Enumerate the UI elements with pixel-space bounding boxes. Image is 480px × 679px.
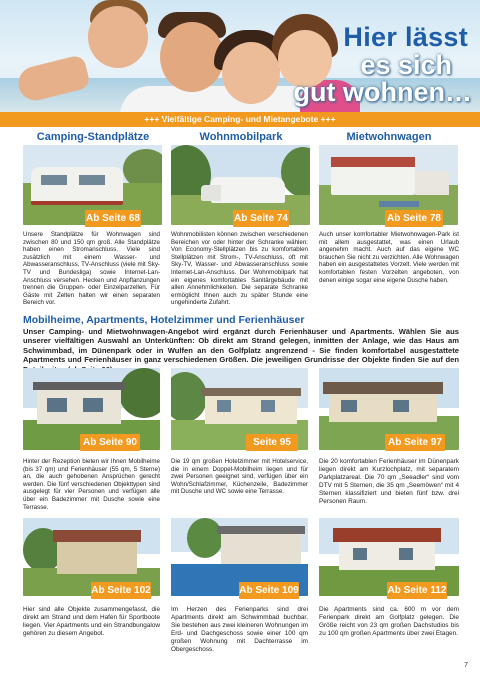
badge-ferienhaeuser[interactable]: Ab Seite 97 (385, 434, 445, 451)
text-mietwohnwagen: Auch unser komfortabler Mietwohnwagen-Park ist mit allem ausgestattet, was einen Urlaub angenehm macht. Auch auf das eigene WC brauchen Sie nicht zu verzichten. Alle Wohnwagen haben ein ausgestattetes Vorzelt. Viele werden mit komfortablen festen Vorzelten angeboten, von denen einige sogar eine eigene Dusche haben. (319, 231, 459, 284)
badge-camping[interactable]: Ab Seite 68 (85, 210, 141, 227)
badge-golfplatz-apartments[interactable]: Ab Seite 112 (387, 582, 447, 599)
text-camping: Unsere Standplätze für Wohnwagen sind zwischen 80 und 150 qm groß. Alle Standplätze haben einen Stromanschluss. Viele sind zusätzlich mit einem Wasser- und Abwasseranschluss, TV-Anschluss (viele mit Sky-TV und Bundesliga) sowie Internet-Lan-Anschluss versehen. Hecken und Anpflanzungen trennen die Gruppen- oder Einzelparzellen. Für Gäste mit Zelten halten wir einen separaten Bereich vor. (23, 231, 160, 307)
text-strand-apartments: Hier sind alle Objekte zusammengefasst, die direkt am Strand und dem Hafen für Sportboote liegen. Vier Apartments und ein Strandbungalow gehören zu diesem Angebot. (23, 606, 160, 637)
hero-person-woman (222, 42, 280, 104)
text-hotelzimmer: Die 19 qm großen Hotelzimmer mit Hotelservice, die in einem Doppel-Mobilheim liegen und für zwei Personen geeignet sind, verfügen über ein Wohn/Schlafzimmer, Küchenzeile, Badezimmer mit Dusche und WC sowie eine Terrasse. (171, 458, 308, 496)
hero-banner (0, 0, 480, 112)
badge-strand-apartments[interactable]: Ab Seite 102 (91, 582, 151, 599)
section-title: Mobilheime, Apartments, Hotelzimmer und Ferienhäuser (23, 314, 305, 326)
section-intro: Unser Camping- und Mietwohnwagen-Angebot wird ergänzt durch Ferienhäuser und Apartments. Wählen Sie aus unserer vielfältigen Auswahl an Unterkünften: Ob direkt am Strand gelegen, inmitten der Anlage, wie das Haus am Schwimmbad, im Dünenpark oder in Wulfen an den Golfplatz angrenzend - Sie finden komfortabel ausgestattete Apartments und Ferienhäuser in ganz verschiedenen Größen. Die jeweiligen Grundrisse der Objekte finden Sie auf den (23, 327, 459, 365)
text-golfplatz-apartments: Die Apartments sind ca. 600 m vor dem Ferienpark direkt am Golfplatz gelegen. Die Größe reicht von 23 qm großen Dachstudios bis zu 100 qm großen Apartments über zwei Etagen. (319, 606, 459, 637)
badge-schwimmbad-apartments[interactable]: Ab Seite 109 (239, 582, 299, 599)
heading-wohnmobilpark: Wohnmobilpark (199, 131, 283, 143)
page-number: 7 (464, 662, 468, 669)
badge-wohnmobilpark[interactable]: Ab Seite 74 (233, 210, 289, 227)
badge-hotelzimmer[interactable]: Seite 95 (246, 434, 298, 451)
hero-title-line1: Hier lässt (343, 22, 468, 52)
heading-camping: Camping-Standplätze (36, 131, 150, 143)
hero-title-line3: gut wohnen… (293, 77, 472, 107)
heading-mietwohnwagen: Mietwohnwagen (346, 131, 432, 143)
hero-person-boy (88, 6, 148, 68)
text-wohnmobilpark: Wohnmobilisten können zwischen verschiedenen Bereichen vor oder hinter der Schranke wählen: Von Economy-Stellplätzen bis zu komfortablen Stellplätzen mit Strom-, TV-Anschluss, oft mit Sky-TV, Wasser- und Abwasseranschluss sowie Internet-Lan-Anschluss. Der Wohnmobilpark hat ein eigenes komfortables Sanitärgebäude mit allen Annehmlichkeiten. Die separate Schranke ermöglicht Ihnen auch zu später Stunde eine ungehinderte Zufahrt. (171, 231, 308, 307)
badge-mietwohnwagen[interactable]: Ab Seite 78 (385, 210, 443, 227)
badge-mobilheime[interactable]: Ab Seite 90 (80, 434, 140, 451)
hero-title-line2: es sich (360, 50, 452, 80)
offer-banner: +++ Vielfältige Camping- und Mietangebote +++ (0, 112, 480, 127)
text-schwimmbad-apartments: Im Herzen des Ferienparks sind drei Apartments direkt am Schwimmbad buchbar. Sie bestehen aus zwei kleineren Wohnungen im Erd- und Dachgeschoss sowie einer 100 qm großen Wohnung mit Dachterrasse im Obergeschoss. (171, 606, 308, 653)
text-mobilheime: Hinter der Rezeption bieten wir Ihnen Mobilheime (bis 37 qm) und Ferienhäuser (55 qm, 5 Sterne) an, die auch gehobenen Ansprüchen gerecht werden. Die fünf verschiedenen Objekttypen sind ausgelegt für vier Personen und verfügen alle über ein Badezimmer mit Dusche sowie eine Terrasse. (23, 458, 160, 511)
text-ferienhaeuser: Die 20 komfortablen Ferienhäuser im Dünenpark liegen direkt am Kurzlochplatz, mit separatem Parkplatzareal. Die 70 qm „Seeadler“ sind vom DTV mit 5 Sternen, die 35 qm „Seemöwen“ mit 4 Sternen klassifiziert und bieten fünf bzw. drei Personen Raum. (319, 458, 459, 505)
